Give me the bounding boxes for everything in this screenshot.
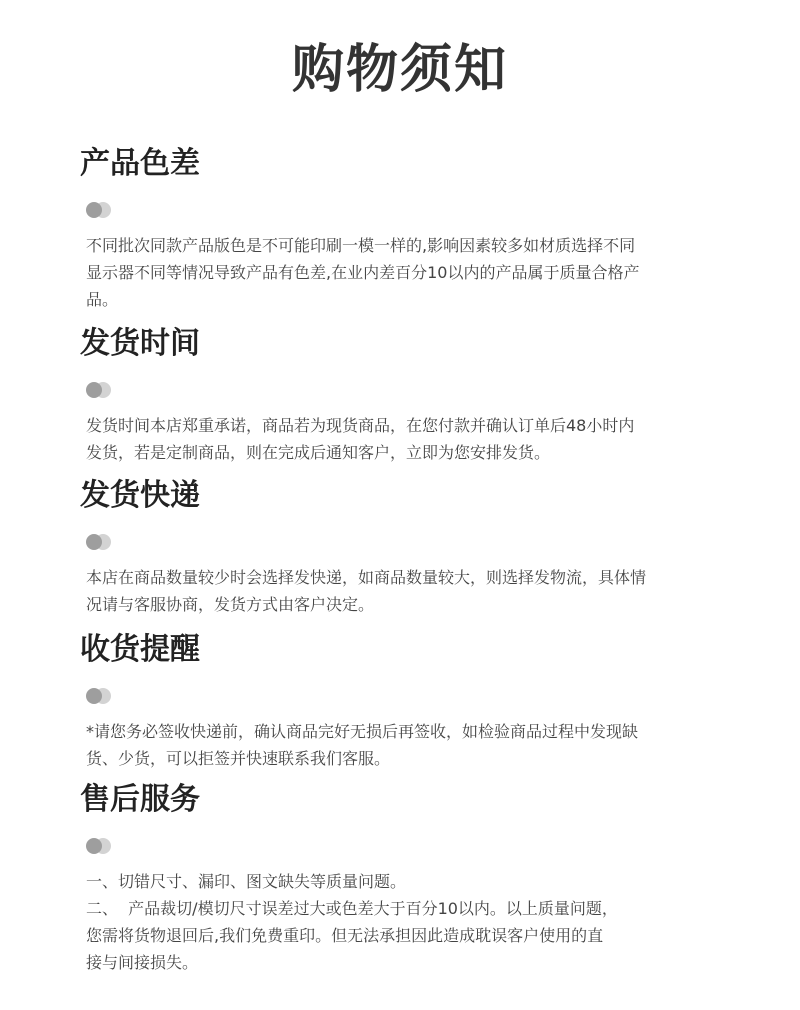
body-line: *请您务必签收快递前，确认商品完好无损后再签收，如检验商品过程中发现缺 (86, 722, 639, 741)
section-body (86, 232, 720, 313)
dot-dark-icon (86, 382, 102, 398)
body-line: 一、切错尺寸、漏印、图文缺失等质量问题。 (86, 872, 407, 891)
body-line: 不同批次同款产品版色是不可能印刷一模一样的,影响因素较多如材质选择不同 (86, 236, 636, 255)
section-heading: 产品色差 (80, 146, 200, 181)
dots-decoration (86, 382, 720, 398)
section-body (86, 412, 720, 466)
body-line: 接与间接损失。 (86, 953, 199, 972)
section-body (86, 718, 720, 772)
section-after-sales (80, 780, 720, 976)
section-shipping-time (80, 324, 720, 466)
dots-decoration (86, 838, 720, 854)
dots-decoration (86, 534, 720, 550)
body-line: 品。 (86, 290, 119, 309)
section-heading: 售后服务 (80, 782, 200, 817)
section-body (86, 868, 720, 976)
body-line: 发货，若是定制商品，则在完成后通知客户，立即为您安排发货。 (86, 443, 551, 462)
page-title: 购物须知 (291, 40, 508, 100)
dot-dark-icon (86, 202, 102, 218)
dots-decoration (86, 688, 720, 704)
body-line: 您需将货物退回后,我们免费重印。但无法承担因此造成耽误客户使用的直 (86, 926, 604, 945)
dot-dark-icon (86, 838, 102, 854)
section-heading: 收货提醒 (80, 632, 200, 667)
section-color-difference (80, 144, 720, 313)
section-receipt-reminder (80, 630, 720, 772)
dots-decoration (86, 202, 720, 218)
dot-dark-icon (86, 534, 102, 550)
body-line: 货、少货，可以拒签并快速联系我们客服。 (86, 749, 391, 768)
section-courier (80, 476, 720, 618)
section-heading: 发货时间 (80, 326, 200, 361)
body-line: 发货时间本店郑重承诺，商品若为现货商品，在您付款并确认订单后48小时内 (86, 416, 635, 435)
body-line: 显示器不同等情况导致产品有色差,在业内差百分10以内的产品属于质量合格产 (86, 263, 640, 282)
body-line: 况请与客服协商，发货方式由客户决定。 (86, 595, 375, 614)
section-body (86, 564, 720, 618)
section-heading: 发货快递 (80, 478, 200, 513)
body-line: 本店在商品数量较少时会选择发快递，如商品数量较大，则选择发物流，具体情 (86, 568, 647, 587)
body-line: 二、 产品裁切/模切尺寸误差过大或色差大于百分10以内。以上质量问题， (86, 899, 618, 918)
dot-dark-icon (86, 688, 102, 704)
